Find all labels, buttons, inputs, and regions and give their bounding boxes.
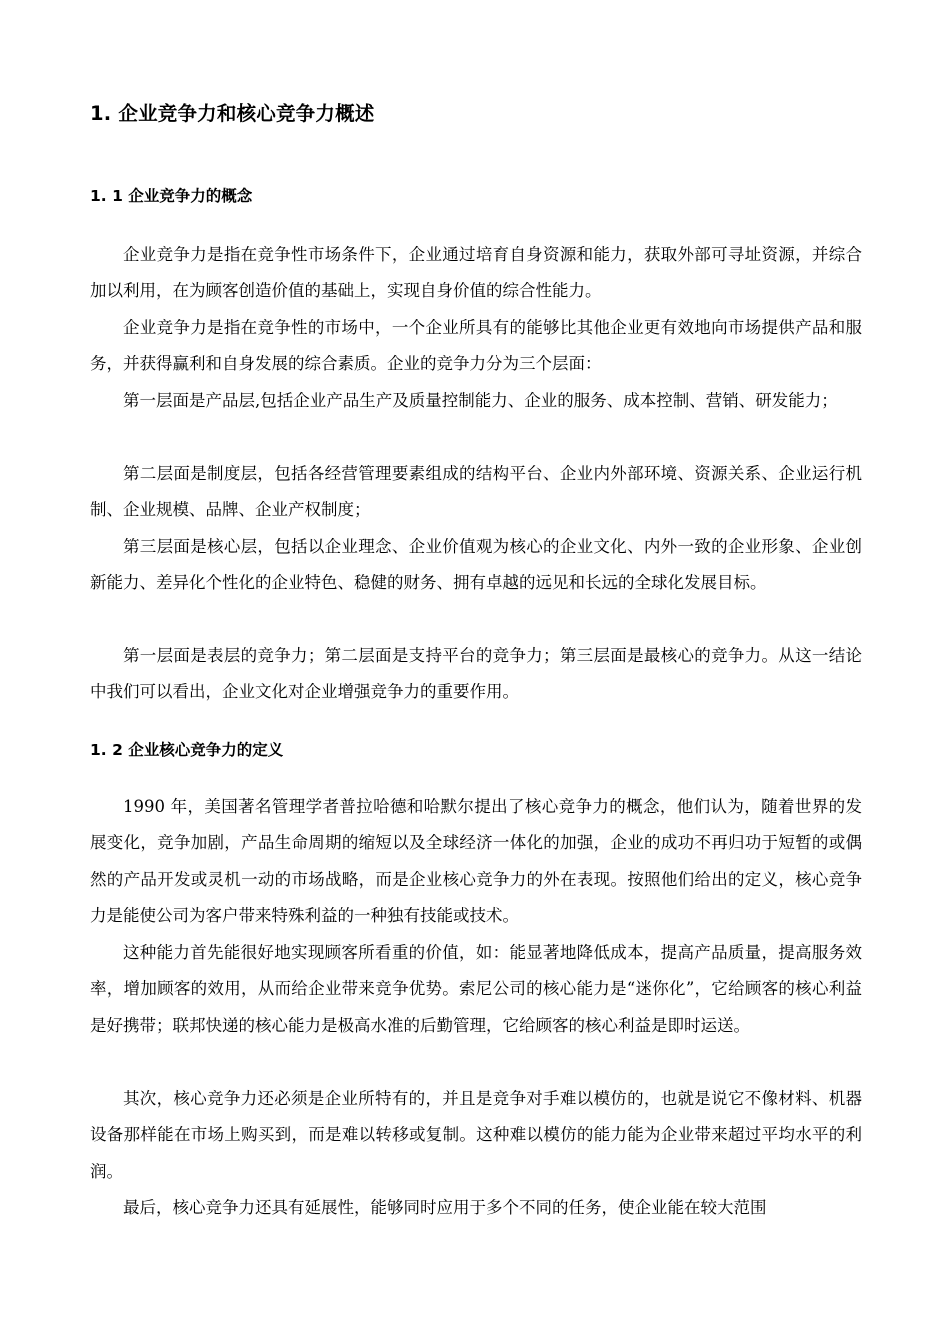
paragraph: 企业竞争力是指在竞争性的市场中，一个企业所具有的能够比其他企业更有效地向市场提供产品和服务，并获得赢利和自身发展的综合素质。企业的竞争力分为三个层面： <box>90 318 862 374</box>
paragraph: 这种能力首先能很好地实现顾客所看重的价值，如：能显著地降低成本，提高产品质量，提高服务效率，增加顾客的效用，从而给企业带来竞争优势。索尼公司的核心能力是“迷你化”，它给顾客的核心利益是好携带；联邦快递的核心能力是极高水准的后勤管理，它给顾客的核心利益是即时运送。 <box>90 943 862 1035</box>
paragraph: 第一层面是产品层,包括企业产品生产及质量控制能力、企业的服务、成本控制、营销、研发能力； <box>123 391 838 410</box>
paragraph: 其次，核心竞争力还必须是企业所特有的，并且是竞争对手难以模仿的，也就是说它不像材料、机器设备那样能在市场上购买到，而是难以转移或复制。这种难以模仿的能力能为企业带来超过平均水平的利润。 <box>90 1089 862 1181</box>
paragraph: 第二层面是制度层，包括各经营管理要素组成的结构平台、企业内外部环境、资源关系、企业运行机制、企业规模、品牌、企业产权制度； <box>90 464 862 520</box>
paragraph: 第三层面是核心层，包括以企业理念、企业价值观为核心的企业文化、内外一致的企业形象、企业创新能力、差异化个性化的企业特色、稳健的财务、拥有卓越的远见和长远的全球化发展目标。 <box>90 537 862 593</box>
section-heading-1-1: 1. 1 企业竞争力的概念 <box>90 187 253 205</box>
section-heading-1-2: 1. 2 企业核心竞争力的定义 <box>90 741 284 759</box>
document-title: 1. 企业竞争力和核心竞争力概述 <box>90 102 375 125</box>
paragraph: 最后，核心竞争力还具有延展性，能够同时应用于多个不同的任务，使企业能在较大范围 <box>123 1198 767 1217</box>
paragraph: 第一层面是表层的竞争力；第二层面是支持平台的竞争力；第三层面是最核心的竞争力。从这一结论中我们可以看出，企业文化对企业增强竞争力的重要作用。 <box>90 646 862 702</box>
paragraph: 企业竞争力是指在竞争性市场条件下，企业通过培育自身资源和能力，获取外部可寻址资源，并综合加以利用，在为顾客创造价值的基础上，实现自身价值的综合性能力。 <box>90 245 862 301</box>
paragraph: 1990 年，美国著名管理学者普拉哈德和哈默尔提出了核心竞争力的概念，他们认为，随着世界的发展变化，竞争加剧，产品生命周期的缩短以及全球经济一体化的加强，企业的成功不再归功于短暂的或偶然的产品开发或灵机一动的市场战略，而是企业核心竞争力的外在表现。按照他们给出的定义，核心竞争力是能使公司为客户带来特殊利益的一种独有技能或技术。 <box>90 797 862 926</box>
